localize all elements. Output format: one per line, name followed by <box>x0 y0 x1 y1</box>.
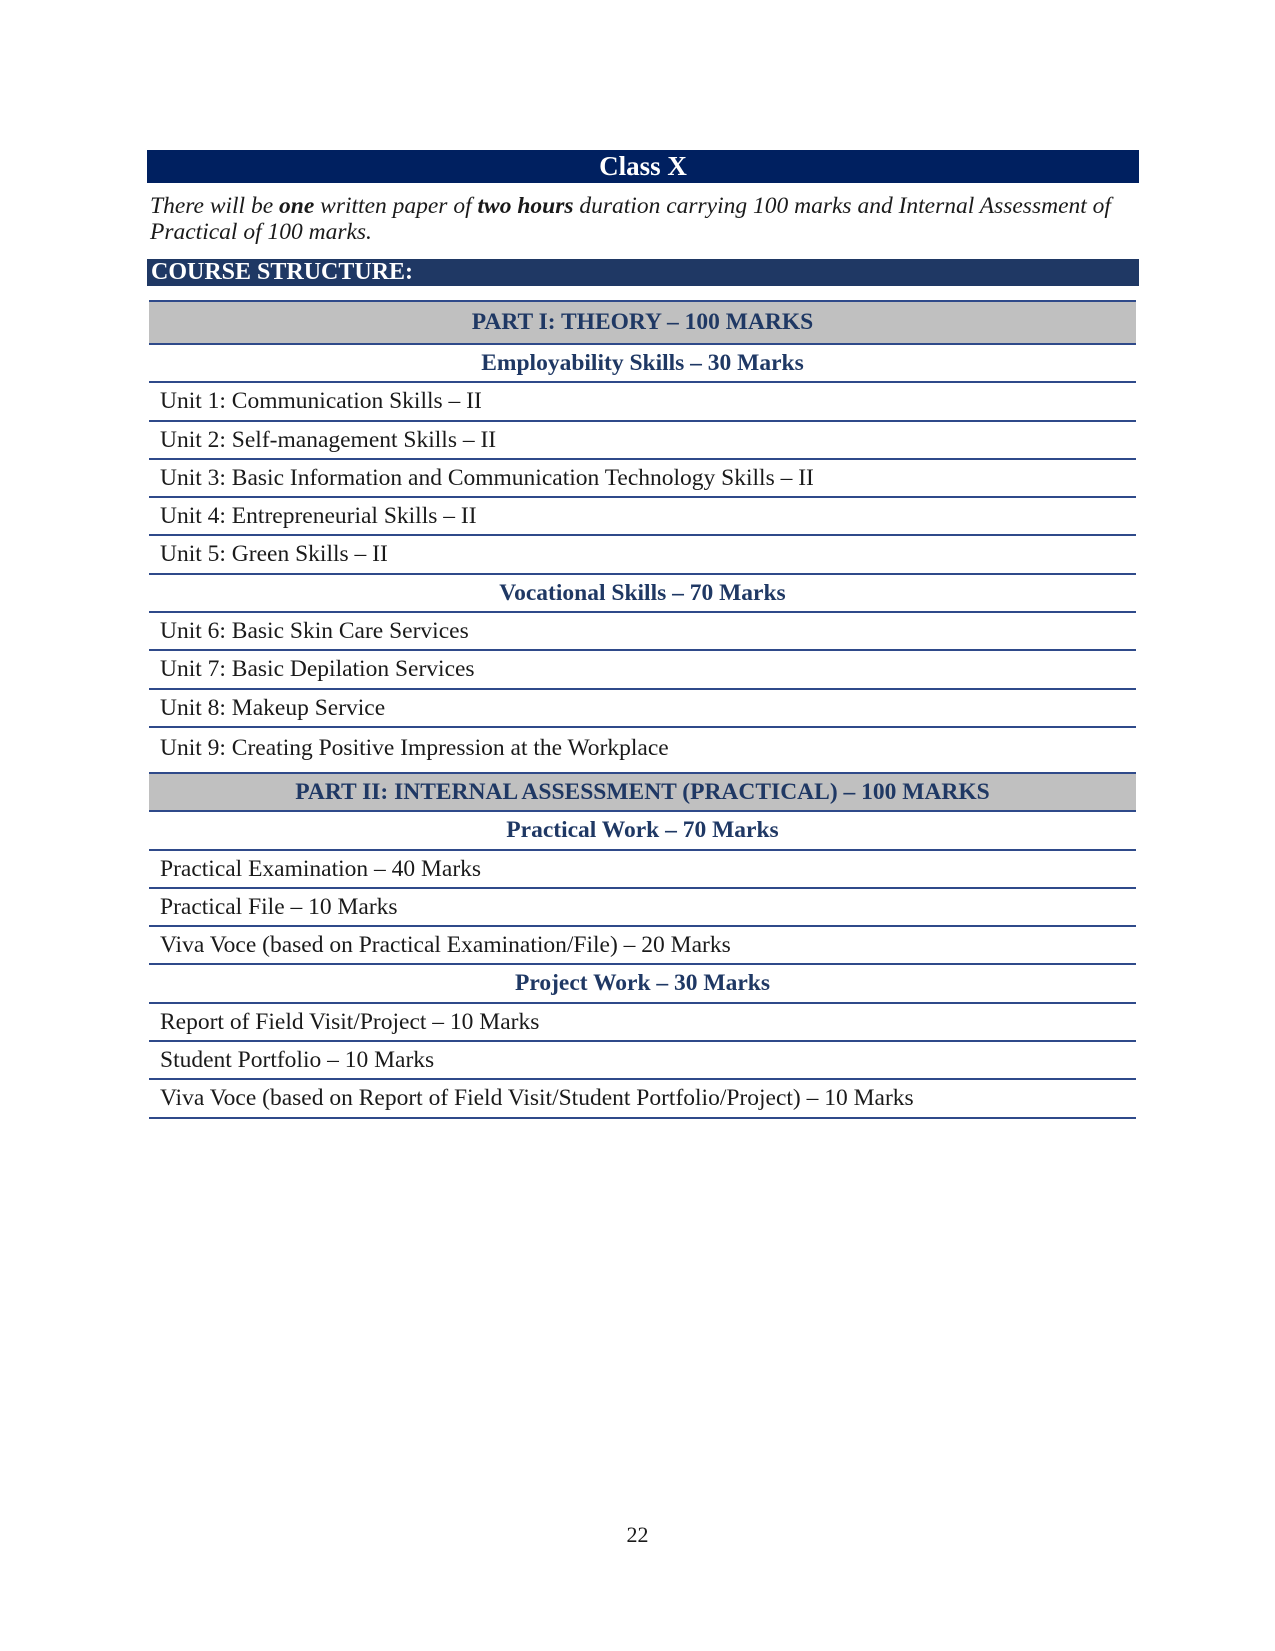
assessment-row: Viva Voce (based on Practical Examination/File) – 20 Marks <box>149 927 1136 965</box>
course-structure-heading: COURSE STRUCTURE: <box>147 259 1139 286</box>
course-structure-table <box>149 300 1136 1119</box>
unit-row: Unit 2: Self-management Skills – II <box>149 422 1136 460</box>
project-work-heading: Project Work – 30 Marks <box>149 965 1136 1003</box>
part-1-heading: PART I: THEORY – 100 MARKS <box>149 302 1136 345</box>
unit-row: Unit 8: Makeup Service <box>149 690 1136 728</box>
intro-paragraph <box>150 193 1140 245</box>
unit-row: Unit 7: Basic Depilation Services <box>149 651 1136 689</box>
unit-row: Unit 1: Communication Skills – II <box>149 383 1136 421</box>
unit-row: Unit 3: Basic Information and Communication Technology Skills – II <box>149 460 1136 498</box>
assessment-row: Practical Examination – 40 Marks <box>149 851 1136 889</box>
intro-text-1: There will be <box>150 193 280 219</box>
class-title-banner: Class X <box>147 150 1139 183</box>
employability-skills-heading: Employability Skills – 30 Marks <box>149 345 1136 383</box>
unit-row: Unit 6: Basic Skin Care Services <box>149 613 1136 651</box>
unit-row: Unit 4: Entrepreneurial Skills – II <box>149 498 1136 536</box>
part-2-heading: PART II: INTERNAL ASSESSMENT (PRACTICAL) – 100 MARKS <box>149 774 1136 812</box>
intro-bold-one: one <box>279 193 315 219</box>
assessment-row: Viva Voce (based on Report of Field Visit/Student Portfolio/Project) – 10 Marks <box>149 1080 1136 1118</box>
vocational-skills-heading: Vocational Skills – 70 Marks <box>149 575 1136 613</box>
intro-text-3: duration carrying 100 marks and Internal Assessment of Practical of 100 marks. <box>150 193 1111 245</box>
assessment-row: Report of Field Visit/Project – 10 Marks <box>149 1004 1136 1042</box>
assessment-row: Practical File – 10 Marks <box>149 889 1136 927</box>
unit-row: Unit 9: Creating Positive Impression at the Workplace <box>149 728 1136 774</box>
assessment-row: Student Portfolio – 10 Marks <box>149 1042 1136 1080</box>
intro-text-2: written paper of <box>314 193 478 219</box>
practical-work-heading: Practical Work – 70 Marks <box>149 812 1136 850</box>
page-number: 22 <box>626 1522 649 1547</box>
intro-bold-duration: two hours <box>477 193 574 219</box>
unit-row: Unit 5: Green Skills – II <box>149 536 1136 574</box>
